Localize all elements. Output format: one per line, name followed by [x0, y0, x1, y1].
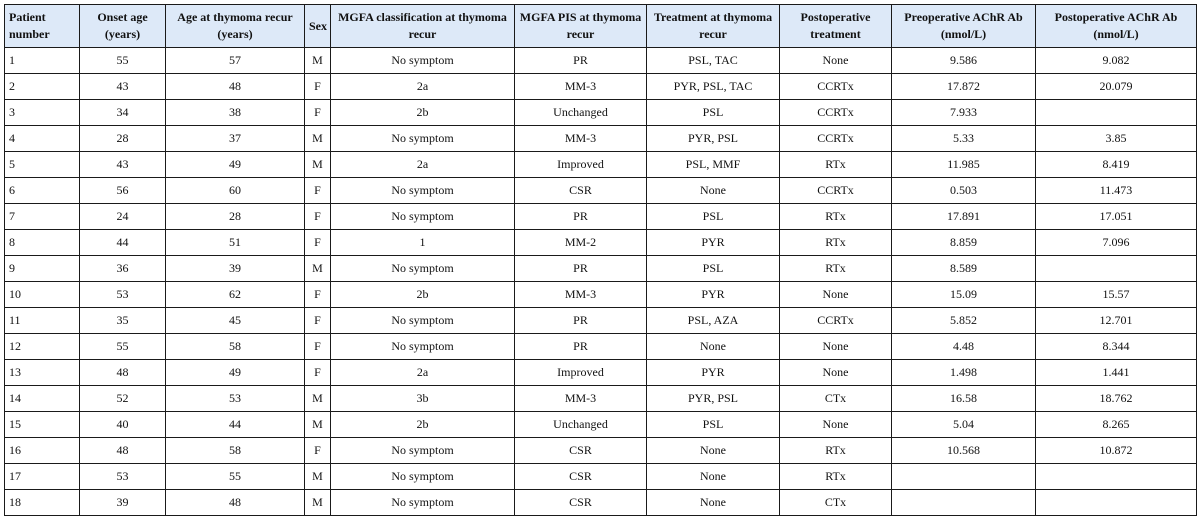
table-row — [5, 282, 1197, 308]
patient-table — [4, 4, 1197, 516]
table-row — [5, 204, 1197, 230]
table-row — [5, 48, 1197, 74]
onset-age-cell: 34 — [80, 100, 166, 126]
sex-cell: F — [305, 204, 331, 230]
postoperative-treatment-cell: CTx — [780, 386, 892, 412]
patient-number-cell: 5 — [5, 152, 80, 178]
patient-number-cell: 1 — [5, 48, 80, 74]
table-row — [5, 386, 1197, 412]
preoperative-achr-cell: 15.09 — [892, 282, 1036, 308]
mgfa-classification-cell: No symptom — [331, 178, 515, 204]
onset-age-cell: 35 — [80, 308, 166, 334]
preoperative-achr-cell: 1.498 — [892, 360, 1036, 386]
preoperative-achr-cell: 11.985 — [892, 152, 1036, 178]
postoperative-treatment-cell: CCRTx — [780, 308, 892, 334]
mgfa-classification-cell: 2b — [331, 412, 515, 438]
postoperative-treatment-cell: CCRTx — [780, 126, 892, 152]
postoperative-treatment-cell: RTx — [780, 152, 892, 178]
preoperative-achr-cell: 7.933 — [892, 100, 1036, 126]
header-postoperative-treatment: Postoperative treatment — [780, 5, 892, 48]
header-age-at-recur: Age at thymoma recur (years) — [166, 5, 305, 48]
preoperative-achr-cell: 8.589 — [892, 256, 1036, 282]
sex-cell: F — [305, 230, 331, 256]
onset-age-cell: 44 — [80, 230, 166, 256]
preoperative-achr-cell — [892, 490, 1036, 516]
table-row — [5, 490, 1197, 516]
patient-number-cell: 4 — [5, 126, 80, 152]
age-at-recur-cell: 44 — [166, 412, 305, 438]
preoperative-achr-cell: 8.859 — [892, 230, 1036, 256]
preoperative-achr-cell: 10.568 — [892, 438, 1036, 464]
age-at-recur-cell: 51 — [166, 230, 305, 256]
age-at-recur-cell: 62 — [166, 282, 305, 308]
postoperative-treatment-cell: CCRTx — [780, 100, 892, 126]
patient-number-cell: 11 — [5, 308, 80, 334]
postoperative-achr-cell: 20.079 — [1036, 74, 1197, 100]
mgfa-classification-cell: No symptom — [331, 490, 515, 516]
preoperative-achr-cell: 9.586 — [892, 48, 1036, 74]
postoperative-achr-cell — [1036, 100, 1197, 126]
onset-age-cell: 40 — [80, 412, 166, 438]
treatment-cell: None — [647, 490, 780, 516]
mgfa-pis-cell: MM-3 — [515, 74, 647, 100]
header-postoperative-achr: Postoperative AChR Ab (nmol/L) — [1036, 5, 1197, 48]
patient-number-cell: 17 — [5, 464, 80, 490]
treatment-cell: None — [647, 178, 780, 204]
postoperative-treatment-cell: RTx — [780, 464, 892, 490]
patient-number-cell: 10 — [5, 282, 80, 308]
postoperative-achr-cell — [1036, 490, 1197, 516]
table-row — [5, 412, 1197, 438]
sex-cell: F — [305, 308, 331, 334]
preoperative-achr-cell: 17.872 — [892, 74, 1036, 100]
sex-cell: F — [305, 360, 331, 386]
mgfa-classification-cell: 2a — [331, 360, 515, 386]
postoperative-achr-cell: 7.096 — [1036, 230, 1197, 256]
postoperative-achr-cell: 8.344 — [1036, 334, 1197, 360]
table-row — [5, 464, 1197, 490]
table-row — [5, 152, 1197, 178]
onset-age-cell: 43 — [80, 74, 166, 100]
mgfa-pis-cell: PR — [515, 204, 647, 230]
header-mgfa-pis: MGFA PIS at thymoma recur — [515, 5, 647, 48]
sex-cell: F — [305, 438, 331, 464]
onset-age-cell: 55 — [80, 334, 166, 360]
patient-number-cell: 6 — [5, 178, 80, 204]
header-patient-number: Patient number — [5, 5, 80, 48]
patient-number-cell: 16 — [5, 438, 80, 464]
postoperative-achr-cell: 10.872 — [1036, 438, 1197, 464]
header-row — [5, 5, 1197, 48]
treatment-cell: PSL — [647, 256, 780, 282]
treatment-cell: PYR — [647, 360, 780, 386]
mgfa-pis-cell: MM-3 — [515, 126, 647, 152]
mgfa-pis-cell: CSR — [515, 464, 647, 490]
mgfa-classification-cell: 3b — [331, 386, 515, 412]
age-at-recur-cell: 58 — [166, 438, 305, 464]
preoperative-achr-cell: 16.58 — [892, 386, 1036, 412]
postoperative-achr-cell: 3.85 — [1036, 126, 1197, 152]
postoperative-treatment-cell: None — [780, 282, 892, 308]
preoperative-achr-cell: 17.891 — [892, 204, 1036, 230]
postoperative-treatment-cell: RTx — [780, 256, 892, 282]
treatment-cell: PYR, PSL — [647, 126, 780, 152]
onset-age-cell: 36 — [80, 256, 166, 282]
sex-cell: M — [305, 464, 331, 490]
postoperative-treatment-cell: RTx — [780, 438, 892, 464]
postoperative-treatment-cell: None — [780, 412, 892, 438]
mgfa-pis-cell: CSR — [515, 178, 647, 204]
age-at-recur-cell: 37 — [166, 126, 305, 152]
patient-number-cell: 13 — [5, 360, 80, 386]
postoperative-treatment-cell: RTx — [780, 230, 892, 256]
header-onset-age: Onset age (years) — [80, 5, 166, 48]
postoperative-achr-cell: 8.419 — [1036, 152, 1197, 178]
onset-age-cell: 48 — [80, 360, 166, 386]
table-row — [5, 126, 1197, 152]
postoperative-treatment-cell: RTx — [780, 204, 892, 230]
postoperative-achr-cell: 12.701 — [1036, 308, 1197, 334]
table-row — [5, 438, 1197, 464]
sex-cell: M — [305, 386, 331, 412]
patient-number-cell: 7 — [5, 204, 80, 230]
onset-age-cell: 28 — [80, 126, 166, 152]
preoperative-achr-cell: 4.48 — [892, 334, 1036, 360]
mgfa-pis-cell: Unchanged — [515, 412, 647, 438]
sex-cell: F — [305, 334, 331, 360]
onset-age-cell: 43 — [80, 152, 166, 178]
preoperative-achr-cell: 5.04 — [892, 412, 1036, 438]
mgfa-pis-cell: MM-3 — [515, 282, 647, 308]
mgfa-pis-cell: PR — [515, 308, 647, 334]
mgfa-pis-cell: Improved — [515, 152, 647, 178]
treatment-cell: None — [647, 464, 780, 490]
onset-age-cell: 55 — [80, 48, 166, 74]
mgfa-classification-cell: No symptom — [331, 48, 515, 74]
sex-cell: F — [305, 100, 331, 126]
table-row — [5, 360, 1197, 386]
age-at-recur-cell: 49 — [166, 152, 305, 178]
mgfa-classification-cell: No symptom — [331, 438, 515, 464]
patient-number-cell: 12 — [5, 334, 80, 360]
onset-age-cell: 53 — [80, 282, 166, 308]
treatment-cell: PSL, TAC — [647, 48, 780, 74]
treatment-cell: PSL, AZA — [647, 308, 780, 334]
treatment-cell: PYR, PSL — [647, 386, 780, 412]
age-at-recur-cell: 28 — [166, 204, 305, 230]
sex-cell: M — [305, 48, 331, 74]
onset-age-cell: 39 — [80, 490, 166, 516]
sex-cell: F — [305, 74, 331, 100]
table-row — [5, 256, 1197, 282]
mgfa-classification-cell: No symptom — [331, 204, 515, 230]
sex-cell: M — [305, 152, 331, 178]
sex-cell: M — [305, 490, 331, 516]
table-body — [5, 48, 1197, 516]
table-row — [5, 334, 1197, 360]
sex-cell: F — [305, 178, 331, 204]
onset-age-cell: 56 — [80, 178, 166, 204]
postoperative-achr-cell: 8.265 — [1036, 412, 1197, 438]
postoperative-achr-cell: 17.051 — [1036, 204, 1197, 230]
postoperative-achr-cell: 9.082 — [1036, 48, 1197, 74]
treatment-cell: PYR — [647, 230, 780, 256]
postoperative-treatment-cell: CCRTx — [780, 74, 892, 100]
header-sex: Sex — [305, 5, 331, 48]
table-row — [5, 230, 1197, 256]
mgfa-pis-cell: CSR — [515, 490, 647, 516]
mgfa-pis-cell: PR — [515, 48, 647, 74]
mgfa-classification-cell: 2a — [331, 152, 515, 178]
mgfa-classification-cell: No symptom — [331, 308, 515, 334]
mgfa-pis-cell: MM-2 — [515, 230, 647, 256]
patient-number-cell: 3 — [5, 100, 80, 126]
age-at-recur-cell: 48 — [166, 490, 305, 516]
postoperative-treatment-cell: CCRTx — [780, 178, 892, 204]
header-mgfa-classification: MGFA classification at thymoma recur — [331, 5, 515, 48]
mgfa-classification-cell: No symptom — [331, 126, 515, 152]
age-at-recur-cell: 55 — [166, 464, 305, 490]
onset-age-cell: 48 — [80, 438, 166, 464]
sex-cell: M — [305, 412, 331, 438]
mgfa-classification-cell: No symptom — [331, 256, 515, 282]
mgfa-pis-cell: PR — [515, 334, 647, 360]
treatment-cell: PYR, PSL, TAC — [647, 74, 780, 100]
age-at-recur-cell: 60 — [166, 178, 305, 204]
treatment-cell: PYR — [647, 282, 780, 308]
table-row — [5, 100, 1197, 126]
age-at-recur-cell: 53 — [166, 386, 305, 412]
patient-number-cell: 14 — [5, 386, 80, 412]
mgfa-pis-cell: PR — [515, 256, 647, 282]
patient-number-cell: 15 — [5, 412, 80, 438]
header-preoperative-achr: Preoperative AChR Ab (nmol/L) — [892, 5, 1036, 48]
postoperative-treatment-cell: None — [780, 360, 892, 386]
table-row — [5, 74, 1197, 100]
table-row — [5, 178, 1197, 204]
mgfa-classification-cell: 2b — [331, 100, 515, 126]
patient-number-cell: 8 — [5, 230, 80, 256]
preoperative-achr-cell: 0.503 — [892, 178, 1036, 204]
onset-age-cell: 52 — [80, 386, 166, 412]
mgfa-pis-cell: Improved — [515, 360, 647, 386]
sex-cell: M — [305, 256, 331, 282]
postoperative-treatment-cell: CTx — [780, 490, 892, 516]
preoperative-achr-cell — [892, 464, 1036, 490]
table-row — [5, 308, 1197, 334]
mgfa-classification-cell: No symptom — [331, 334, 515, 360]
mgfa-pis-cell: Unchanged — [515, 100, 647, 126]
postoperative-achr-cell — [1036, 464, 1197, 490]
treatment-cell: PSL — [647, 204, 780, 230]
patient-number-cell: 9 — [5, 256, 80, 282]
sex-cell: F — [305, 282, 331, 308]
mgfa-classification-cell: 1 — [331, 230, 515, 256]
treatment-cell: PSL — [647, 100, 780, 126]
postoperative-achr-cell: 1.441 — [1036, 360, 1197, 386]
age-at-recur-cell: 38 — [166, 100, 305, 126]
postoperative-treatment-cell: None — [780, 334, 892, 360]
age-at-recur-cell: 49 — [166, 360, 305, 386]
treatment-cell: PSL, MMF — [647, 152, 780, 178]
treatment-cell: PSL — [647, 412, 780, 438]
mgfa-classification-cell: 2a — [331, 74, 515, 100]
age-at-recur-cell: 57 — [166, 48, 305, 74]
age-at-recur-cell: 58 — [166, 334, 305, 360]
age-at-recur-cell: 48 — [166, 74, 305, 100]
mgfa-pis-cell: MM-3 — [515, 386, 647, 412]
postoperative-achr-cell: 18.762 — [1036, 386, 1197, 412]
onset-age-cell: 24 — [80, 204, 166, 230]
age-at-recur-cell: 45 — [166, 308, 305, 334]
postoperative-achr-cell: 11.473 — [1036, 178, 1197, 204]
postoperative-treatment-cell: None — [780, 48, 892, 74]
treatment-cell: None — [647, 438, 780, 464]
preoperative-achr-cell: 5.33 — [892, 126, 1036, 152]
onset-age-cell: 53 — [80, 464, 166, 490]
mgfa-pis-cell: CSR — [515, 438, 647, 464]
patient-number-cell: 18 — [5, 490, 80, 516]
header-treatment: Treatment at thymoma recur — [647, 5, 780, 48]
treatment-cell: None — [647, 334, 780, 360]
preoperative-achr-cell: 5.852 — [892, 308, 1036, 334]
age-at-recur-cell: 39 — [166, 256, 305, 282]
patient-number-cell: 2 — [5, 74, 80, 100]
postoperative-achr-cell — [1036, 256, 1197, 282]
postoperative-achr-cell: 15.57 — [1036, 282, 1197, 308]
mgfa-classification-cell: 2b — [331, 282, 515, 308]
sex-cell: M — [305, 126, 331, 152]
mgfa-classification-cell: No symptom — [331, 464, 515, 490]
